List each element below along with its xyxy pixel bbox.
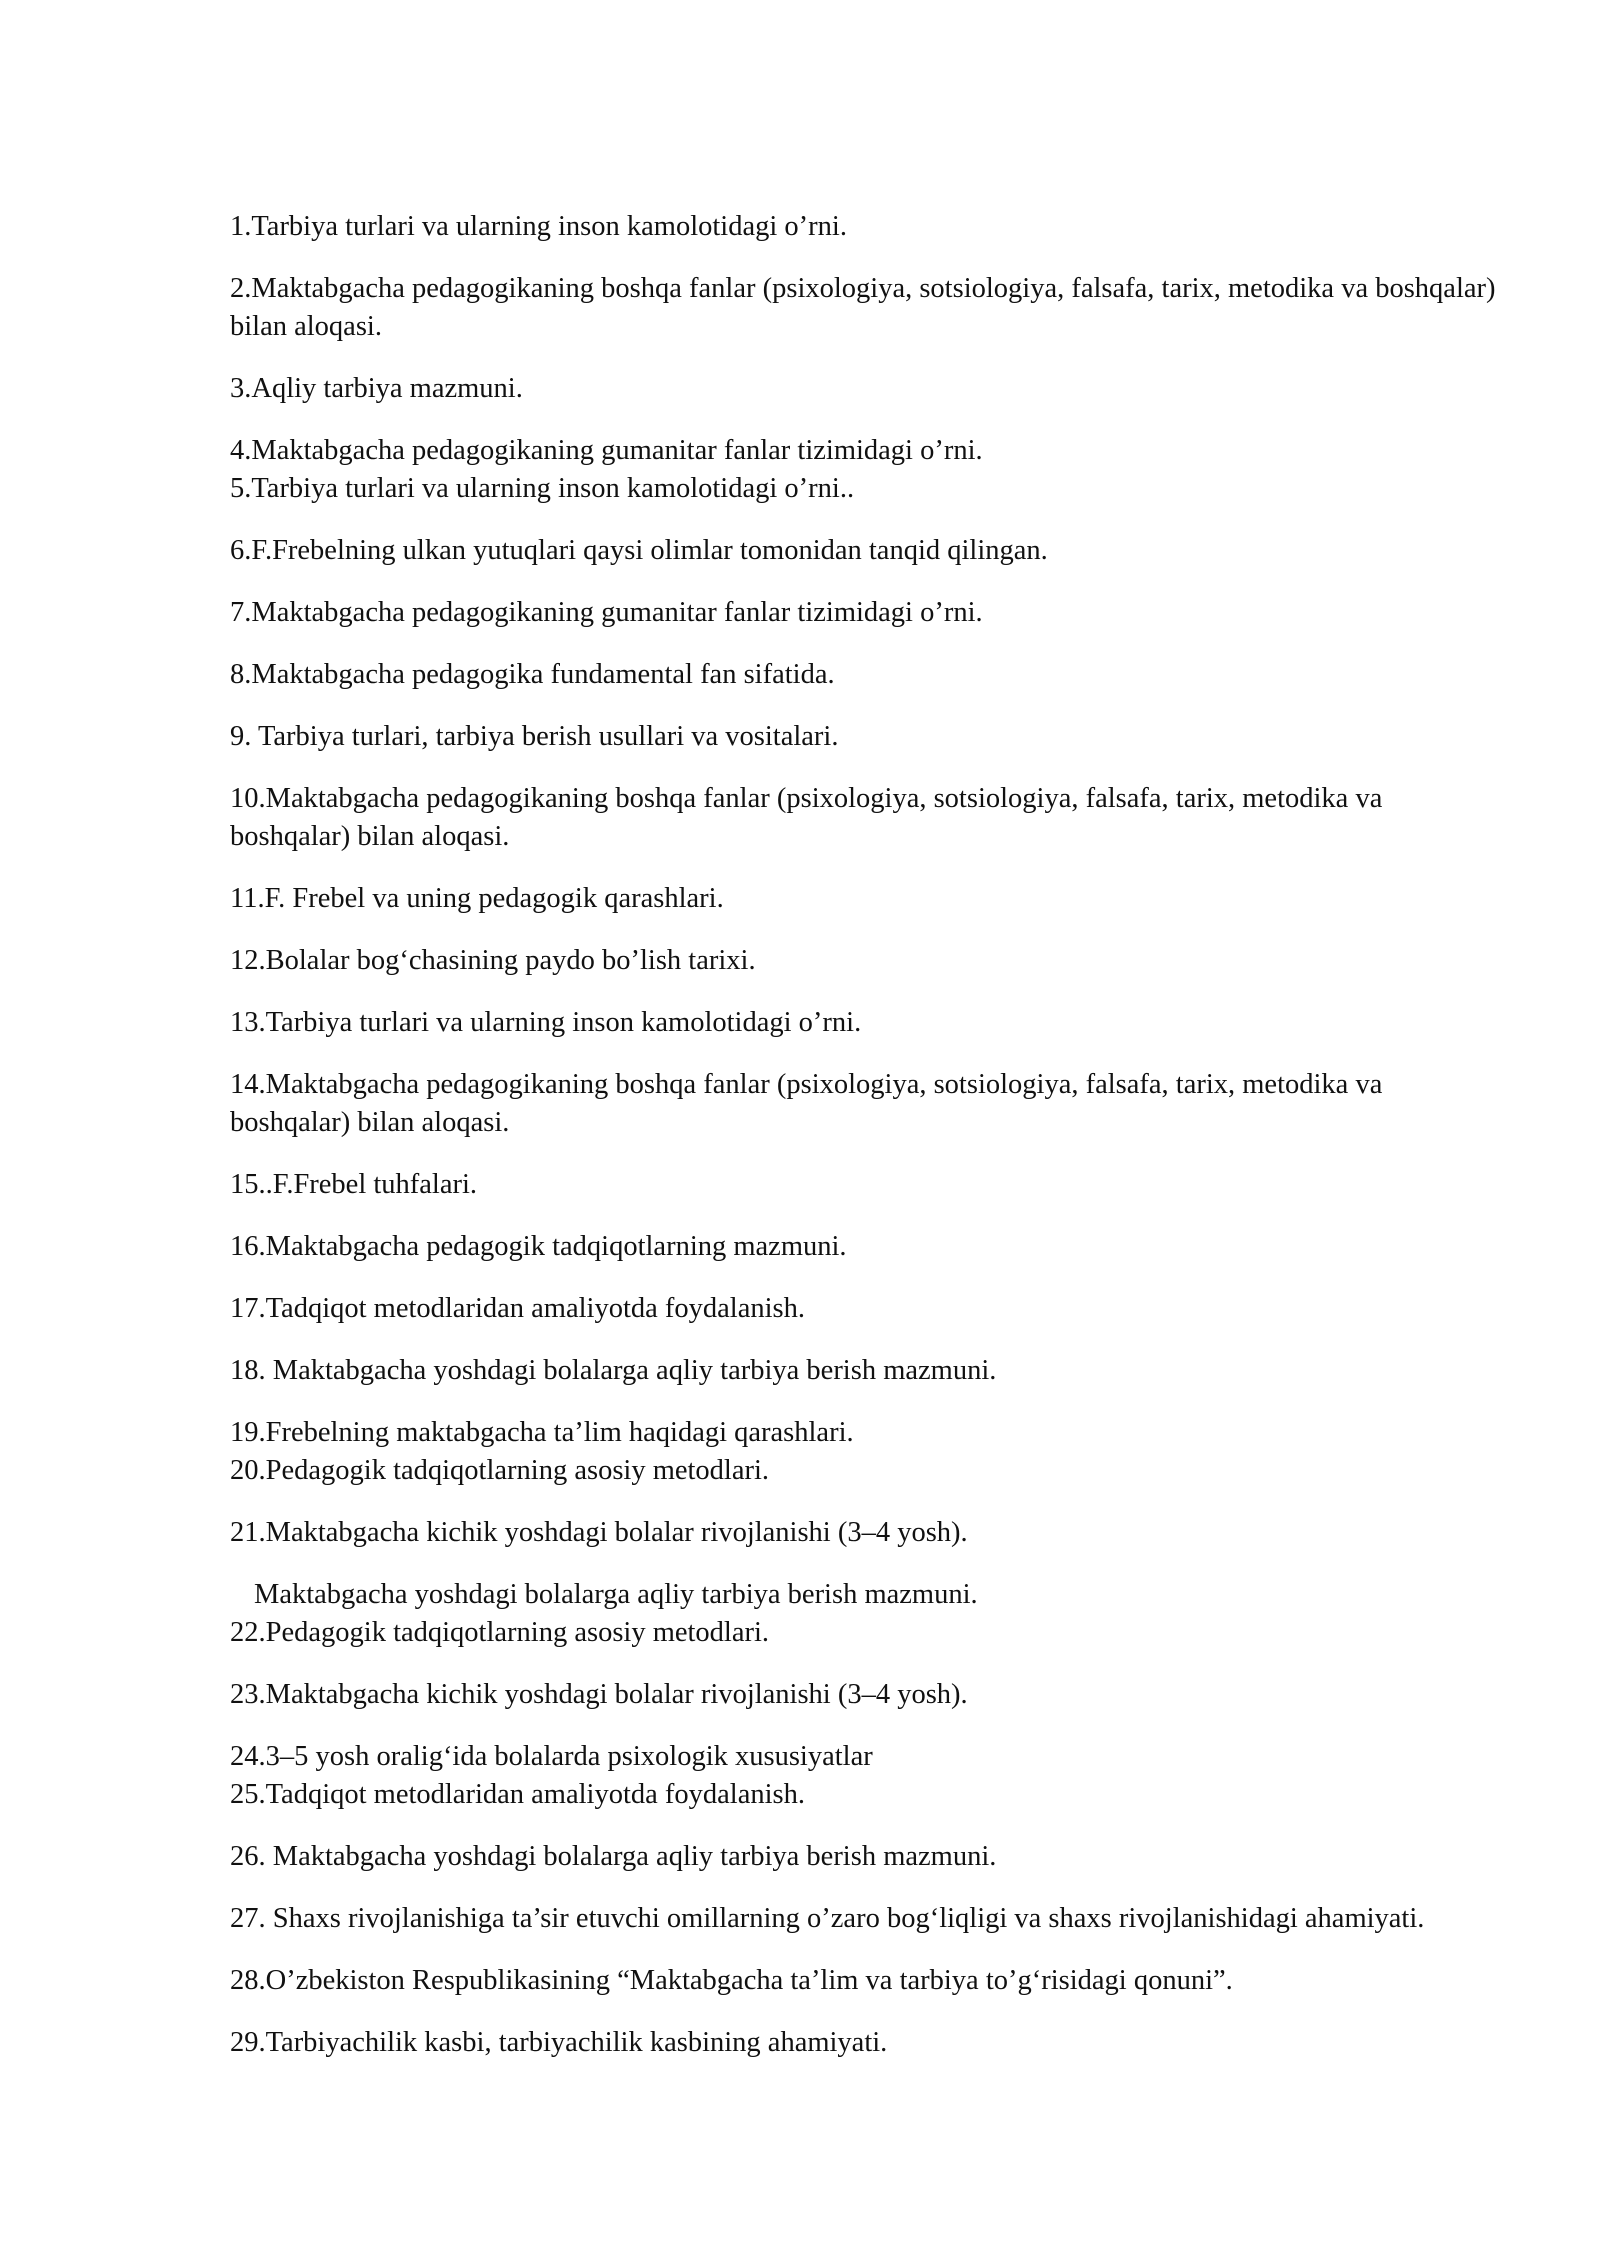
list-item: 29.Tarbiyachilik kasbi, tarbiyachilik kasbining ahamiyati. [230,2027,888,2058]
list-item: 14.Maktabgacha pedagogikaning boshqa fanlar (psixologiya, sotsiologiya, falsafa, tarix, metodika va boshqalar) bilan aloqasi. [230,1069,1383,1138]
list-item: 17.Tadqiqot metodlaridan amaliyotda foydalanish. [230,1293,805,1324]
list-item: 13.Tarbiya turlari va ularning inson kamolotidagi o’rni. [230,1007,862,1038]
list-item: 18. Maktabgacha yoshdagi bolalarga aqliy tarbiya berish mazmuni. [230,1355,997,1386]
list-item: 28.O’zbekiston Respublikasining “Maktabgacha ta’lim va tarbiya to’g‘risidagi qonuni”. [230,1965,1233,1996]
list-item: 19.Frebelning maktabgacha ta’lim haqidagi qarashlari. [230,1417,854,1448]
list-item: 9. Tarbiya turlari, tarbiya berish usullari va vositalari. [230,721,839,752]
list-item: 5.Tarbiya turlari va ularning inson kamolotidagi o’rni.. [230,473,855,504]
list-item: 23.Maktabgacha kichik yoshdagi bolalar rivojlanishi (3–4 yosh). [230,1679,968,1710]
list-item: Maktabgacha yoshdagi bolalarga aqliy tarbiya berish mazmuni. [254,1579,978,1610]
list-item: 15..F.Frebel tuhfalari. [230,1169,478,1200]
list-item: 1.Tarbiya turlari va ularning inson kamolotidagi o’rni. [230,211,847,242]
list-item: 3.Aqliy tarbiya mazmuni. [230,373,523,404]
list-item: 25.Tadqiqot metodlaridan amaliyotda foydalanish. [230,1779,805,1810]
list-item: 7.Maktabgacha pedagogikaning gumanitar fanlar tizimidagi o’rni. [230,597,983,628]
list-item: 12.Bolalar bog‘chasining paydo bo’lish tarixi. [230,945,756,976]
list-item: 10.Maktabgacha pedagogikaning boshqa fanlar (psixologiya, sotsiologiya, falsafa, tarix, metodika va boshqalar) bilan aloqasi. [230,783,1383,852]
list-item: 27. Shaxs rivojlanishiga ta’sir etuvchi omillarning o’zaro bog‘liqligi va shaxs rivojlanishidagi ahamiyati. [230,1903,1425,1934]
list-item: 4.Maktabgacha pedagogikaning gumanitar fanlar tizimidagi o’rni. [230,435,983,466]
list-item: 2.Maktabgacha pedagogikaning boshqa fanlar (psixologiya, sotsiologiya, falsafa, tarix, metodika va boshqalar) bilan aloqasi. [230,273,1496,342]
list-item: 26. Maktabgacha yoshdagi bolalarga aqliy tarbiya berish mazmuni. [230,1841,997,1872]
list-item: 8.Maktabgacha pedagogika fundamental fan sifatida. [230,659,835,690]
question-list [230,208,1500,2062]
list-item: 16.Maktabgacha pedagogik tadqiqotlarning mazmuni. [230,1231,847,1262]
list-item: 11.F. Frebel va uning pedagogik qarashlari. [230,883,724,914]
list-item: 22.Pedagogik tadqiqotlarning asosiy metodlari. [230,1617,770,1648]
list-item: 20.Pedagogik tadqiqotlarning asosiy metodlari. [230,1455,770,1486]
list-item: 24.3–5 yosh oralig‘ida bolalarda psixologik xususiyatlar [230,1741,873,1772]
list-item: 6.F.Frebelning ulkan yutuqlari qaysi olimlar tomonidan tanqid qilingan. [230,535,1048,566]
list-item: 21.Maktabgacha kichik yoshdagi bolalar rivojlanishi (3–4 yosh). [230,1517,968,1548]
